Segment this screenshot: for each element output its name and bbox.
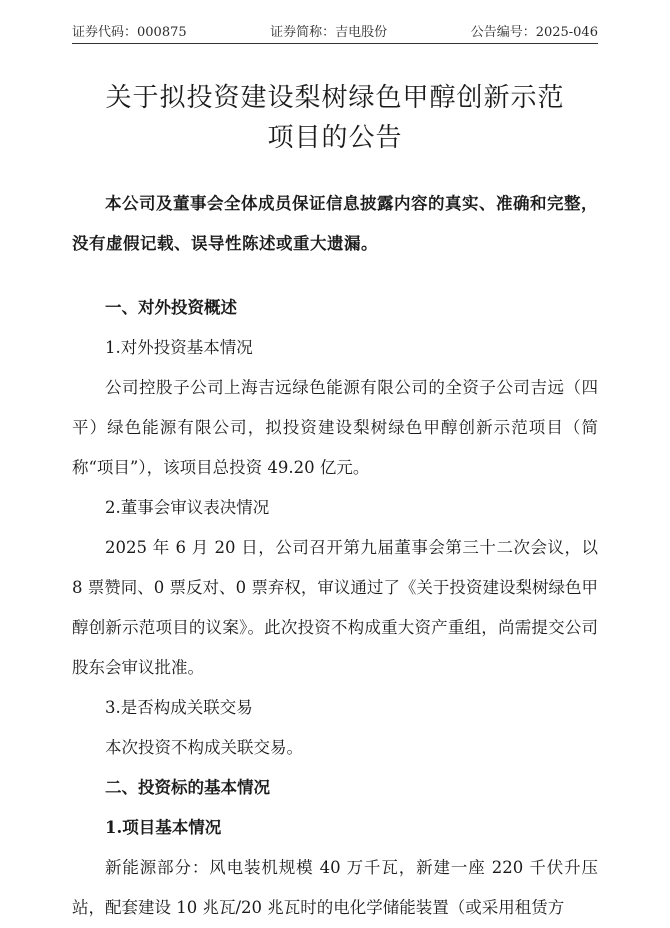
page-header — [72, 18, 598, 42]
declaration — [72, 184, 598, 264]
section-2-heading: 二、投资标的基本情况 — [105, 778, 270, 797]
stock-name: 证券简称：吉电股份 — [270, 24, 388, 40]
document-title — [40, 78, 630, 158]
declaration-line-2: 没有虚假记载、误导性陈述或重大遗漏。 — [72, 234, 378, 253]
section-2-1-heading: 1.项目基本情况 — [105, 818, 222, 837]
section-1-1-paragraph: 公司控股子公司上海吉远绿色能源有限公司的全资子公司吉远（四平）绿色能源有限公司，拟投资建设梨树绿色甲醇创新示范项目（简称“项目”），该项目总投资 49.20 亿元。 — [72, 378, 598, 477]
announcement-number: 公告编号：2025-046 — [470, 24, 598, 40]
section-1-3-paragraph: 本次投资不构成关联交易。 — [105, 738, 303, 757]
section-1-3-heading: 3.是否构成关联交易 — [105, 698, 253, 717]
stock-code: 证券代码：000875 — [72, 24, 187, 40]
header-divider — [72, 43, 598, 44]
section-1-heading: 一、对外投资概述 — [105, 298, 237, 317]
document-body — [72, 288, 598, 928]
section-1-2-heading: 2.董事会审议表决情况 — [105, 498, 270, 517]
section-1-2-paragraph: 2025 年 6 月 20 日，公司召开第九届董事会第三十二次会议，以 8 票赞同、0 票反对、0 票弃权，审议通过了《关于投资建设梨树绿色甲醇创新示范项目的议案》。此次投资不构成重大资产重组，尚需提交公司股东会审议批准。 — [72, 538, 598, 677]
section-2-1-paragraph: 新能源部分：风电装机规模 40 万千瓦，新建一座 220 千伏升压站，配套建设 10 兆瓦/20 兆瓦时的电化学储能装置（或采用租赁方 — [72, 858, 598, 917]
section-1-1-heading: 1.对外投资基本情况 — [105, 338, 253, 357]
title-line-1: 关于拟投资建设梨树绿色甲醇创新示范 — [105, 83, 565, 113]
title-line-2: 项目的公告 — [267, 123, 403, 153]
declaration-line-1: 本公司及董事会全体成员保证信息披露内容的真实、准确和完整， — [105, 194, 598, 213]
